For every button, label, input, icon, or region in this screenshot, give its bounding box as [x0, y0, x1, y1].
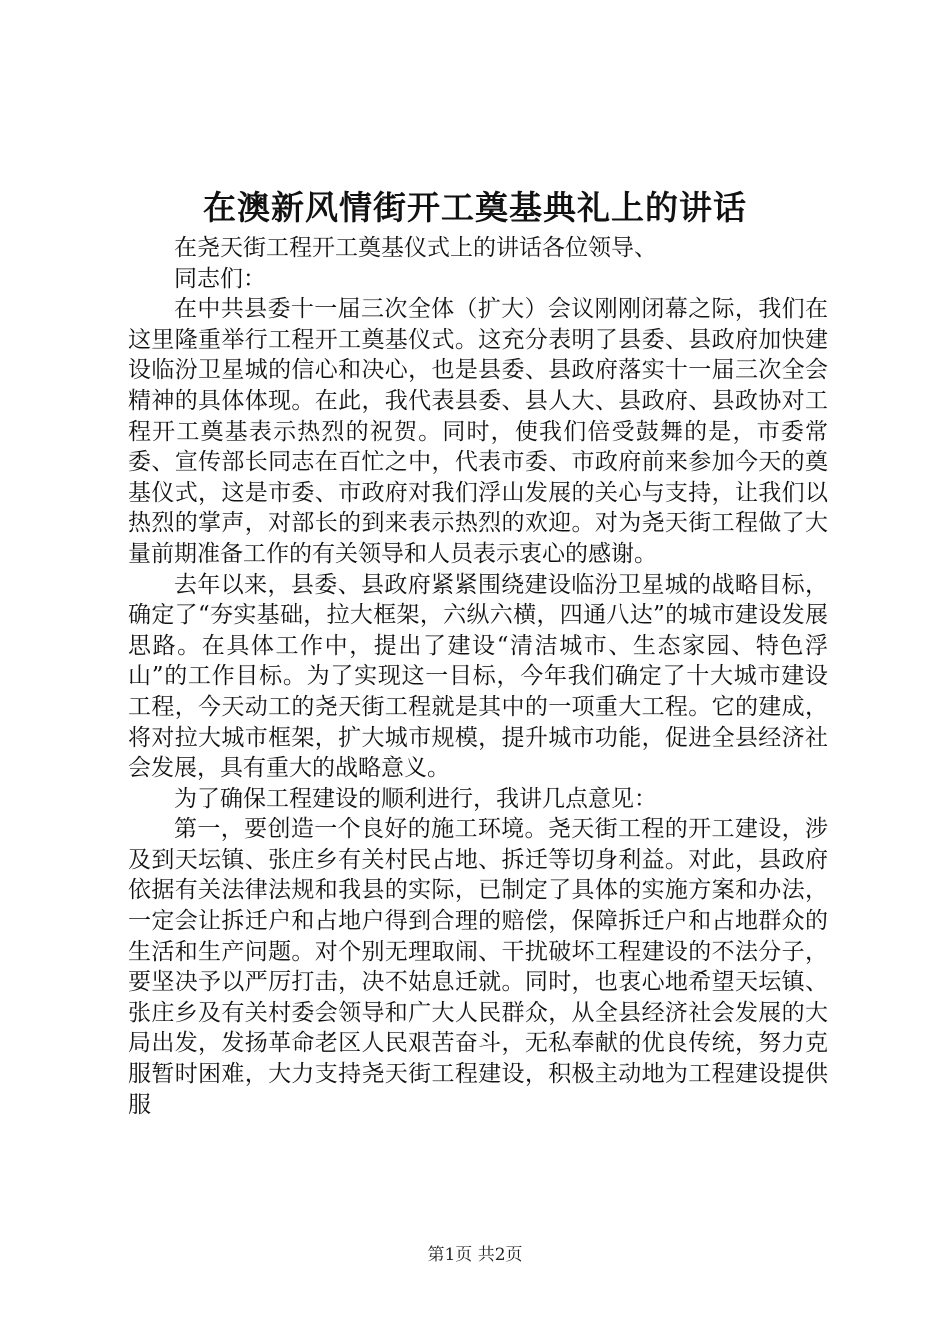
paragraph-point-one: 第一，要创造一个良好的施工环境。尧天街工程的开工建设，涉及到天坛镇、张庄乡有关村民占地、拆迁等切身利益。对此，县政府依据有关法律法规和我县的实际，已制定了具体的实施方案和办法，一定会让拆迁户和占地户得到合理的赔偿，保障拆迁户和占地群众的生活和生产问题。对个别无理取闹、干扰破坏工程建设的不法分子，要坚决予以严厉打击，决不姑息迁就。同时，也衷心地希望天坛镇、张庄乡及有关村委会领导和广大人民群众，从全县经济社会发展的大局出发，发扬革命老区人民艰苦奋斗，无私奉献的优良传统，努力克服暂时困难，大力支持尧天街工程建设，积极主动地为工程建设提供服 — [128, 816, 828, 1118]
paragraph-opening: 在中共县委十一届三次全体（扩大）会议刚刚闭幕之际，我们在这里隆重举行工程开工奠基仪式。这充分表明了县委、县政府加快建设临汾卫星城的信心和决心，也是县委、县政府落实十一届三次全会精神的具体体现。在此，我代表县委、县人大、县政府、县政协对工程开工奠基表示热烈的祝贺。同时，使我们倍受鼓舞的是，市委常委、宣传部长同志在百忙之中，代表市委、市政府前来参加今天的奠基仪式，这是市委、市政府对我们浮山发展的关心与支持，让我们以热烈的掌声，对部长的到来表示热烈的欢迎。对为尧天街工程做了大量前期准备工作的有关领导和人员表示衷心的感谢。 — [128, 296, 828, 567]
page-number-footer: 第1页 共2页 — [427, 1245, 523, 1265]
paragraph-transition: 为了确保工程建设的顺利进行，我讲几点意见： — [174, 785, 657, 812]
document-title: 在澳新风情街开工奠基典礼上的讲话 — [203, 188, 747, 227]
paragraph-heading-line: 在尧天街工程开工奠基仪式上的讲话各位领导、 — [174, 235, 657, 261]
document-body — [128, 233, 828, 1120]
paragraph-salutation: 同志们： — [174, 265, 266, 292]
paragraph-background: 去年以来，县委、县政府紧紧围绕建设临汾卫星城的战略目标，确定了“夯实基础，拉大框架，六纵六横，四通八达”的城市建设发展思路。在具体工作中，提出了建设“清洁城市、生态家园、特色浮山”的工作目标。为了实现这一目标，今年我们确定了十大城市建设工程，今天动工的尧天街工程就是其中的一项重大工程。它的建成，将对拉大城市框架，扩大城市规模，提升城市功能，促进全县经济社会发展，具有重大的战略意义。 — [128, 571, 828, 782]
